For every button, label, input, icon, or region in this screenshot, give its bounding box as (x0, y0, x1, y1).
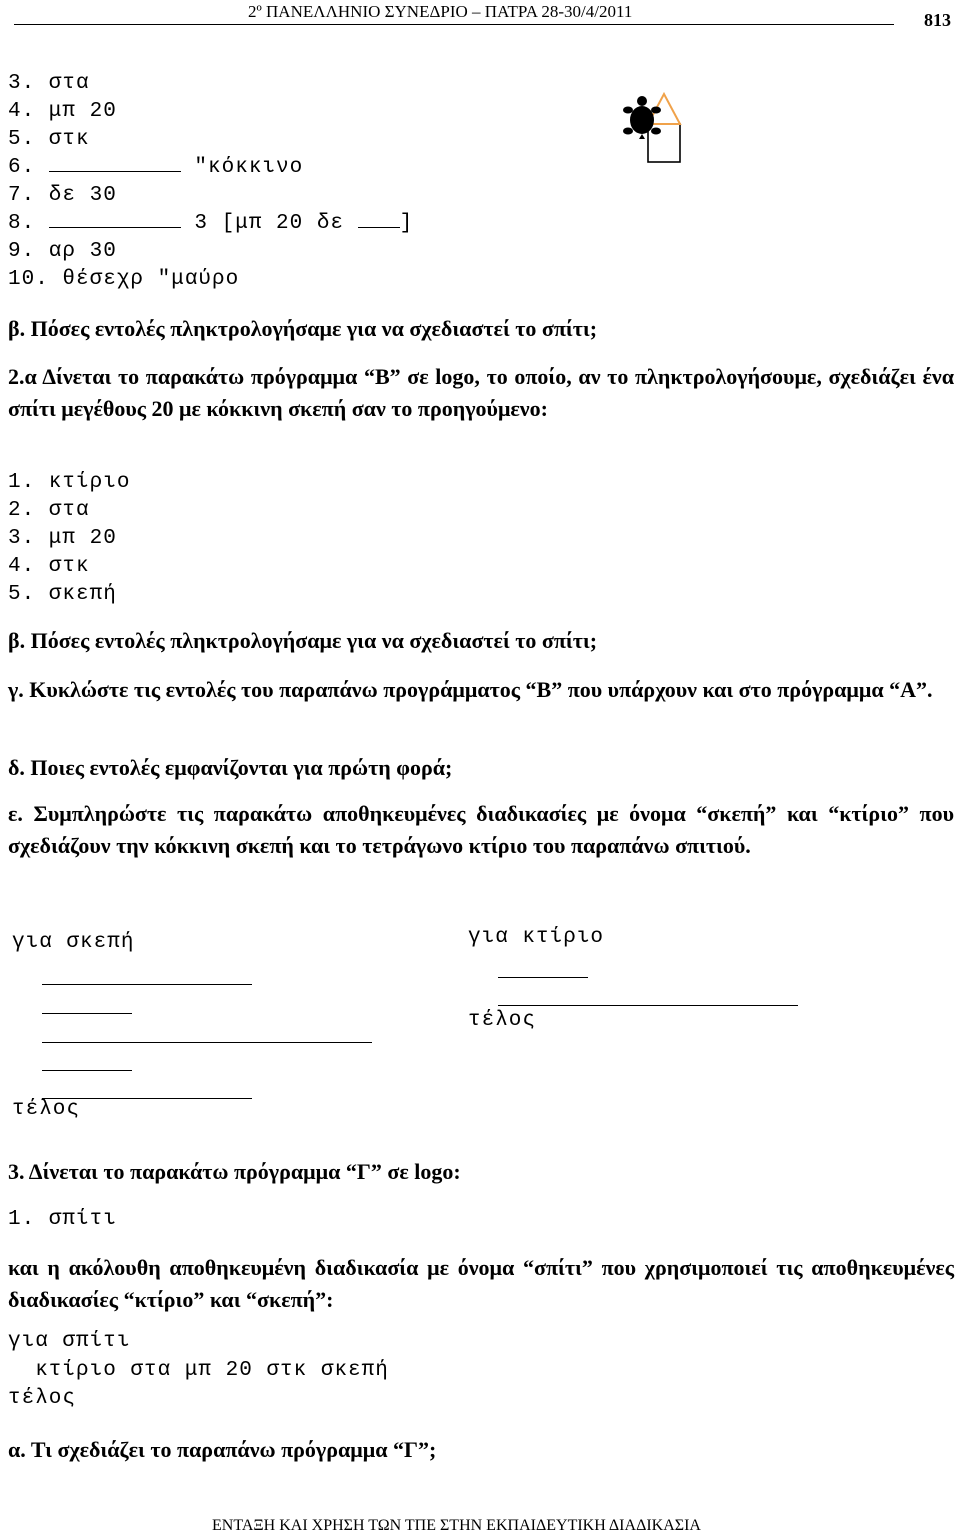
program-line-7: 7. δε 30 (8, 184, 117, 207)
program-b-line-3: 3. μπ 20 (8, 527, 117, 550)
proc-house-body: κτίριο στα μπ 20 στκ σκεπή (8, 1359, 389, 1382)
fill-blank[interactable] (49, 226, 181, 228)
line-middle: 3 [μπ 20 δε (180, 212, 358, 235)
proc-house-header: για σπίτι (8, 1330, 131, 1353)
line-suffix: "κόκκινο (180, 156, 304, 179)
proc-roof-end: τέλος (12, 1098, 81, 1121)
program-line-9: 9. αρ 30 (8, 240, 117, 263)
question-2e: ε. Συμπληρώστε τις παρακάτω αποθηκευμένες διαδικασίες με όνομα “σκεπή” και “κτίριο” που σχεδιάζουν την κόκκινη σκεπή και το τετράγωνο κτίριο του παραπάνω σπιτιού. (8, 801, 954, 858)
program-line-10: 10. θέσεχρ "μαύρο (8, 268, 240, 291)
question-3a: α. Τι σχεδιάζει το παραπάνω πρόγραμμα “Γ”; (8, 1437, 437, 1462)
program-line-5: 5. στκ (8, 128, 90, 151)
line-end: ] (399, 212, 414, 235)
answer-line[interactable] (42, 984, 252, 985)
answer-line[interactable] (42, 1042, 372, 1043)
program-line-3: 3. στα (8, 72, 90, 95)
program-b-line-1: 1. κτίριο (8, 471, 131, 494)
fill-blank[interactable] (49, 170, 181, 172)
header-rule (14, 24, 894, 25)
answer-line[interactable] (498, 1005, 798, 1006)
program-line-8 (8, 210, 413, 238)
conference-title: 2º ΠΑΝΕΛΛΗΝΙΟ ΣΥΝΕΔΡΙΟ – ΠΑΤΡΑ 28-30/4/2011 (248, 2, 633, 21)
question-3: 3. Δίνεται το παρακάτω πρόγραμμα “Γ” σε logo: (8, 1159, 461, 1184)
program-line-6 (8, 154, 303, 182)
page-number: 813 (924, 10, 951, 30)
question-3-text: και η ακόλουθη αποθηκευμένη διαδικασία με όνομα “σπίτι” που χρησιμοποιεί τις αποθηκευμένες διαδικασίες “κτίριο” και “σκεπή”: (8, 1255, 954, 1312)
question-2c: γ. Κυκλώστε τις εντολές του παραπάνω προγράμματος “Β” που υπάρχουν και στο πρόγραμμα “Α”. (8, 677, 933, 702)
page-header (0, 0, 960, 40)
line-number: 8. (8, 212, 49, 235)
line-number: 6. (8, 156, 49, 179)
page-footer: ΕΝΤΑΞΗ ΚΑΙ ΧΡΗΣΗ ΤΩΝ ΤΠΕ ΣΤΗΝ ΕΚΠΑΙΔΕΥΤΙΚΗ ΔΙΑΔΙΚΑΣΙΑ (212, 1517, 701, 1534)
answer-line[interactable] (498, 977, 588, 978)
question-2d: δ. Ποιες εντολές εμφανίζονται για πρώτη φορά; (8, 755, 453, 780)
answer-line[interactable] (42, 1013, 132, 1014)
fill-blank[interactable] (358, 226, 400, 228)
turtle-house-figure (618, 86, 698, 176)
proc-building-header: για κτίριο (468, 926, 605, 949)
program-c-line-1: 1. σπίτι (8, 1208, 117, 1231)
program-b-line-5: 5. σκεπή (8, 583, 117, 606)
answer-line[interactable] (42, 1070, 132, 1071)
question-2b: β. Πόσες εντολές πληκτρολογήσαμε για να σχεδιαστεί το σπίτι; (8, 628, 598, 653)
turtle-icon (623, 96, 661, 139)
proc-roof-header: για σκεπή (12, 931, 135, 954)
program-b-line-2: 2. στα (8, 499, 90, 522)
question-2a: 2.α Δίνεται το παρακάτω πρόγραμμα “Β” σε logo, το οποίο, αν το πληκτρολογήσουμε, σχεδιάζει ένα σπίτι μεγέθους 20 με κόκκινη σκεπή σαν το προηγούμενο: (8, 364, 954, 421)
proc-building-end: τέλος (468, 1009, 537, 1032)
program-line-4: 4. μπ 20 (8, 100, 117, 123)
question-1b: β. Πόσες εντολές πληκτρολογήσαμε για να σχεδιαστεί το σπίτι; (8, 316, 598, 341)
proc-house-end: τέλος (8, 1387, 77, 1410)
program-b-line-4: 4. στκ (8, 555, 90, 578)
